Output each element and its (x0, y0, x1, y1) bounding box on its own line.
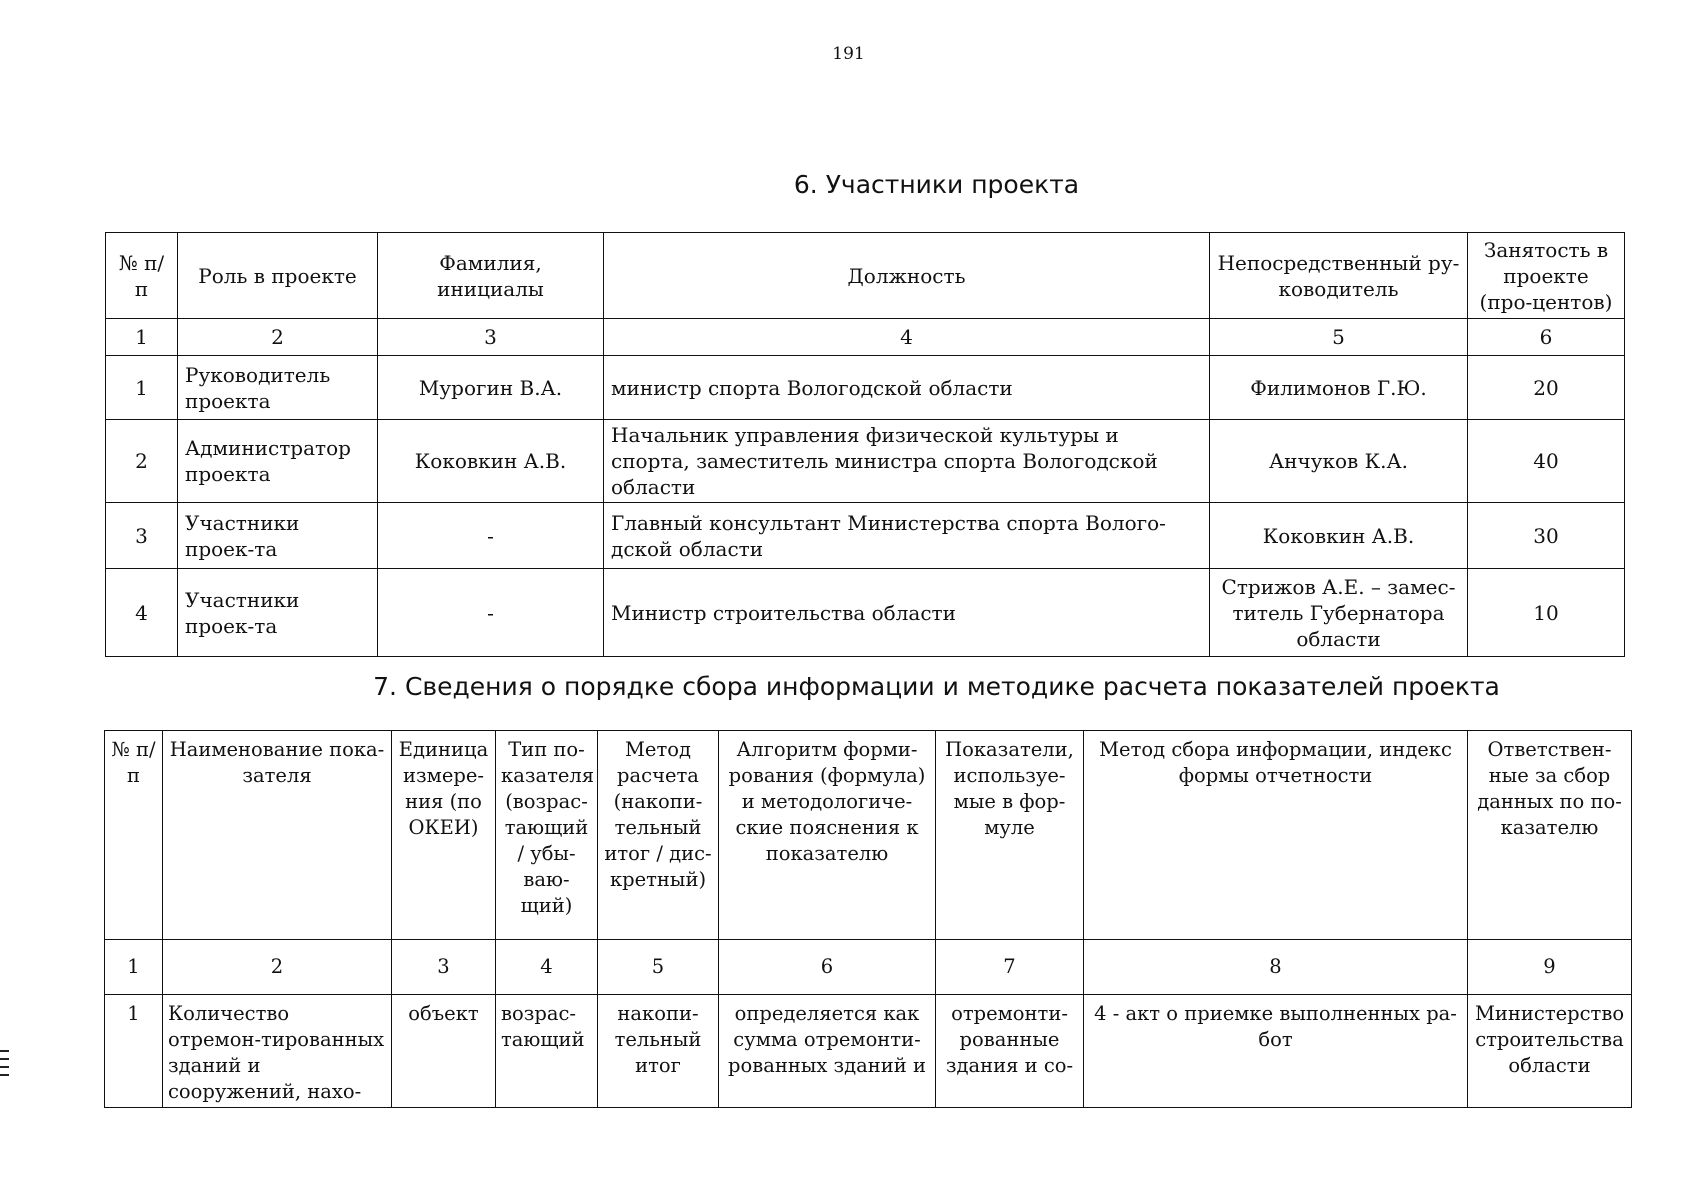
position-cell: Министр строительства области (604, 569, 1210, 657)
position-cell: Начальник управления физической культуры и спорта, заместитель министра спорта Вологодской области (604, 420, 1210, 503)
header-cell: Занятость в проекте (про-центов) (1468, 233, 1625, 319)
section-6-title: 6. Участники проекта (793, 170, 1080, 199)
indicator-methodology-table (104, 730, 1632, 1108)
table-row (106, 569, 1625, 657)
section-7-title: 7. Сведения о порядке сбора информации и методике расчета показателей проекта (373, 672, 1500, 701)
column-number: 4 (604, 319, 1210, 356)
type-cell: возрас-тающий (496, 995, 598, 1108)
unit-cell: объект (392, 995, 496, 1108)
collection-method-cell: 4 - акт о приемке выполненных ра-бот (1084, 995, 1468, 1108)
row-number: 1 (105, 995, 163, 1108)
table-header-row (106, 233, 1625, 319)
header-cell: Единица измере-ния (по ОКЕИ) (392, 731, 496, 940)
header-cell: № п/п (105, 731, 163, 940)
header-cell: Фамилия, инициалы (378, 233, 604, 319)
margin-marks (0, 1050, 10, 1082)
column-number: 9 (1468, 940, 1632, 995)
header-cell: Метод сбора информации, индекс формы отчетности (1084, 731, 1468, 940)
table-row (106, 503, 1625, 569)
manager-cell: Анчуков К.А. (1210, 420, 1468, 503)
employment-cell: 40 (1468, 420, 1625, 503)
column-number: 1 (106, 319, 178, 356)
name-cell: - (378, 569, 604, 657)
table-row (105, 995, 1632, 1108)
header-cell: Должность (604, 233, 1210, 319)
header-cell: Тип по-казателя (возрас-тающий / убы-ваю-щий) (496, 731, 598, 940)
role-cell: Участники проек-та (178, 569, 378, 657)
position-cell: Главный консультант Министерства спорта Волого-дской области (604, 503, 1210, 569)
name-cell: Коковкин А.В. (378, 420, 604, 503)
column-number: 1 (105, 940, 163, 995)
indicators-cell: отремонти-рованные здания и со- (936, 995, 1084, 1108)
position-cell: министр спорта Вологодской области (604, 356, 1210, 420)
employment-cell: 10 (1468, 569, 1625, 657)
header-cell: Наименование пока-зателя (163, 731, 392, 940)
header-cell: Метод расчета (накопи-тельный итог / дис-кретный) (598, 731, 719, 940)
column-number: 6 (719, 940, 936, 995)
column-number: 2 (163, 940, 392, 995)
table-row (106, 356, 1625, 420)
header-cell: Непосредственный ру-ководитель (1210, 233, 1468, 319)
column-number: 2 (178, 319, 378, 356)
column-number: 7 (936, 940, 1084, 995)
name-cell: Мурогин В.А. (378, 356, 604, 420)
responsible-cell: Министерство строительства области (1468, 995, 1632, 1108)
algorithm-cell: определяется как сумма отремонти-рованных зданий и (719, 995, 936, 1108)
column-number-row (105, 940, 1632, 995)
role-cell: Участники проек-та (178, 503, 378, 569)
header-cell: Ответствен-ные за сбор данных по по-казателю (1468, 731, 1632, 940)
row-number: 1 (106, 356, 178, 420)
employment-cell: 30 (1468, 503, 1625, 569)
employment-cell: 20 (1468, 356, 1625, 420)
column-number-row (106, 319, 1625, 356)
row-number: 4 (106, 569, 178, 657)
name-cell: - (378, 503, 604, 569)
page-number: 191 (832, 44, 865, 64)
header-cell: № п/п (106, 233, 178, 319)
method-cell: накопи-тельный итог (598, 995, 719, 1108)
role-cell: Руководитель проекта (178, 356, 378, 420)
indicator-name-cell: Количество отремон-тированных зданий и сооружений, нахо- (163, 995, 392, 1108)
column-number: 6 (1468, 319, 1625, 356)
row-number: 2 (106, 420, 178, 503)
column-number: 3 (392, 940, 496, 995)
column-number: 4 (496, 940, 598, 995)
column-number: 5 (598, 940, 719, 995)
table-header-row (105, 731, 1632, 940)
manager-cell: Стрижов А.Е. – замес-титель Губернатора области (1210, 569, 1468, 657)
row-number: 3 (106, 503, 178, 569)
header-cell: Показатели, используе-мые в фор-муле (936, 731, 1084, 940)
role-cell: Администратор проекта (178, 420, 378, 503)
column-number: 5 (1210, 319, 1468, 356)
project-participants-table (105, 232, 1625, 657)
manager-cell: Филимонов Г.Ю. (1210, 356, 1468, 420)
header-cell: Роль в проекте (178, 233, 378, 319)
table-row (106, 420, 1625, 503)
column-number: 8 (1084, 940, 1468, 995)
manager-cell: Коковкин А.В. (1210, 503, 1468, 569)
header-cell: Алгоритм форми-рования (формула) и методологиче-ские пояснения к показателю (719, 731, 936, 940)
column-number: 3 (378, 319, 604, 356)
